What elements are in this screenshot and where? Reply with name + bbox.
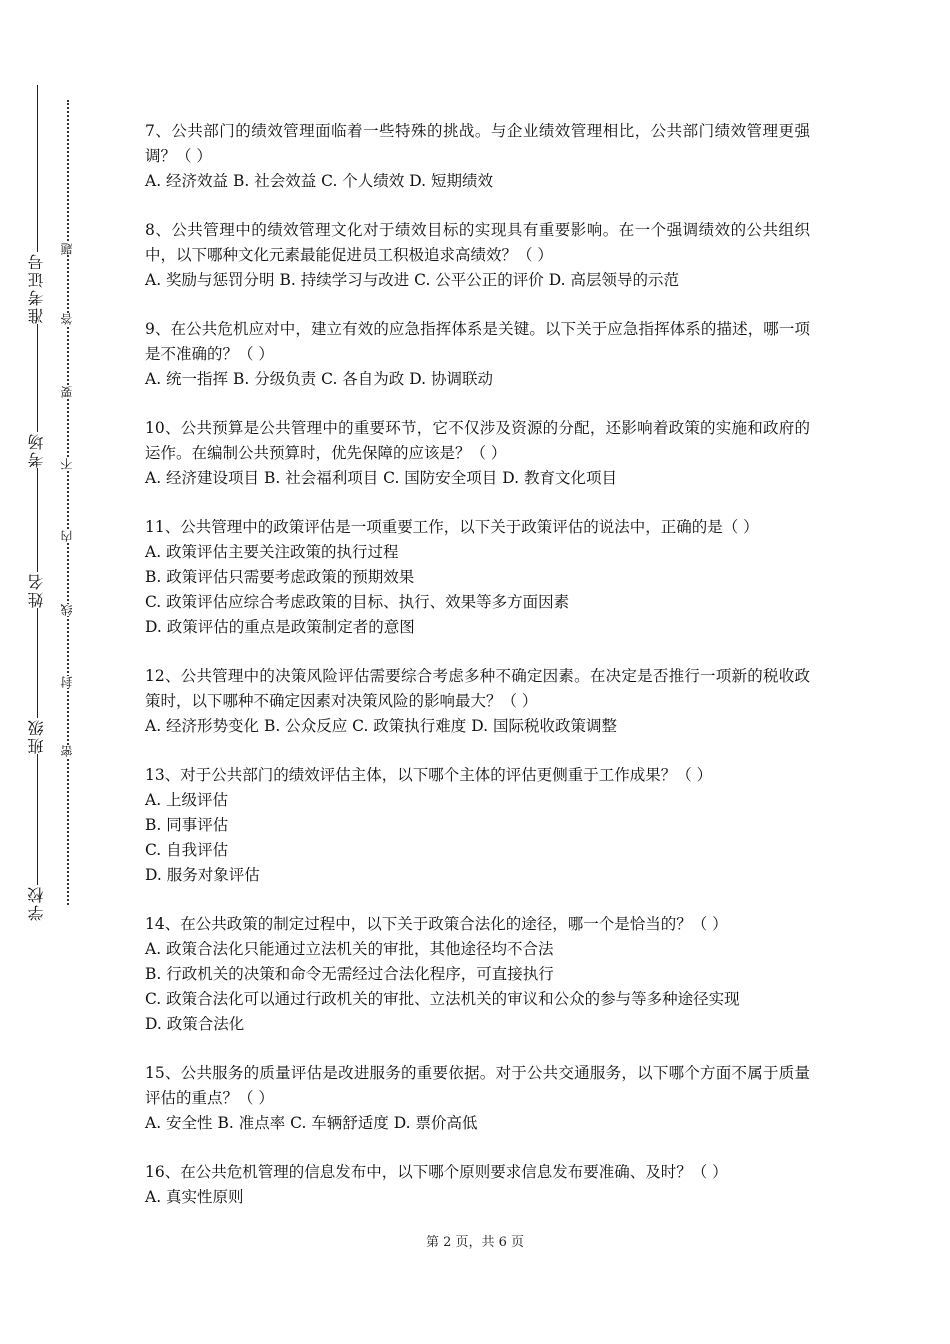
field-name-label: 姓名	[22, 572, 52, 608]
option-c: C. 政策评估应综合考虑政策的目标、执行、效果等多方面因素	[145, 593, 570, 611]
question-stem: 8、公共管理中的绩效管理文化对于绩效目标的实现具有重要影响。在一个强调绩效的公共组织中，以下哪种文化元素最能促进员工积极追求高绩效？（ ）	[145, 221, 810, 264]
page-number: 第 2 页，共 6 页	[425, 1235, 525, 1250]
seal-char: 要	[60, 386, 74, 398]
question-13	[145, 763, 810, 888]
option-c: C. 政策合法化可以通过行政机关的审批、立法机关的审议和公众的参与等多种途径实现	[145, 990, 740, 1008]
option-d: D. 政策合法化	[145, 1015, 245, 1033]
field-class-label: 班级	[22, 718, 52, 754]
option-d: D. 政策评估的重点是政策制定者的意图	[145, 618, 415, 636]
seal-char: 封	[60, 676, 74, 688]
option-line: A. 经济建设项目 B. 社会福利项目 C. 国防安全项目 D. 教育文化项目	[145, 469, 617, 487]
field-exam-id-label: 准考证号	[22, 252, 52, 324]
question-stem: 14、在公共政策的制定过程中，以下关于政策合法化的途径，哪一个是恰当的？（ ）	[145, 915, 728, 933]
question-10	[145, 416, 810, 491]
option-c: C. 自我评估	[145, 841, 229, 859]
question-7	[145, 119, 810, 194]
field-exam-room-label: 考场	[22, 432, 52, 468]
seal-char: 线	[60, 604, 74, 616]
question-stem: 16、在公共危机管理的信息发布中，以下哪个原则要求信息发布要准确、及时？（ ）	[145, 1163, 728, 1181]
question-12	[145, 664, 810, 739]
question-16	[145, 1160, 810, 1210]
option-d: D. 服务对象评估	[145, 866, 260, 884]
option-b: B. 政策评估只需要考虑政策的预期效果	[145, 568, 415, 586]
option-line: A. 经济形势变化 B. 公众反应 C. 政策执行难度 D. 国际税收政策调整	[145, 717, 617, 735]
option-line: A. 安全性 B. 准点率 C. 车辆舒适度 D. 票价高低	[145, 1114, 478, 1132]
seal-char: 内	[60, 530, 74, 542]
option-b: B. 行政机关的决策和命令无需经过合法化程序，可直接执行	[145, 965, 554, 983]
option-line: A. 统一指挥 B. 分级负责 C. 各自为政 D. 协调联动	[145, 370, 493, 388]
question-8	[145, 218, 810, 293]
question-11	[145, 515, 810, 640]
option-b: B. 同事评估	[145, 816, 229, 834]
binding-solid-line	[37, 85, 38, 900]
question-stem: 10、公共预算是公共管理中的重要环节，它不仅涉及资源的分配，还影响着政策的实施和政府的运作。在编制公共预算时，优先保障的应该是？（ ）	[145, 419, 810, 462]
option-line: A. 经济效益 B. 社会效益 C. 个人绩效 D. 短期绩效	[145, 172, 493, 190]
question-15	[145, 1061, 810, 1136]
seal-char: 答	[60, 313, 74, 325]
option-line: A. 奖励与惩罚分明 B. 持续学习与改进 C. 公平公正的评价 D. 高层领导的示范	[145, 271, 679, 289]
seal-char: 不	[60, 458, 74, 470]
option-a: A. 上级评估	[145, 791, 229, 809]
question-list	[145, 119, 810, 1234]
question-stem: 15、公共服务的质量评估是改进服务的重要依据。对于公共交通服务，以下哪个方面不属于质量评估的重点？（ ）	[145, 1064, 810, 1107]
question-9	[145, 317, 810, 392]
question-stem: 7、公共部门的绩效管理面临着一些特殊的挑战。与企业绩效管理相比，公共部门绩效管理更强调？（ ）	[145, 122, 810, 165]
question-stem: 9、在公共危机应对中，建立有效的应急指挥体系是关键。以下关于应急指挥体系的描述，哪一项是不准确的？（ ）	[145, 320, 810, 363]
binding-margin	[0, 0, 100, 1344]
question-stem: 12、公共管理中的决策风险评估需要综合考虑多种不确定因素。在决定是否推行一项新的税收政策时，以下哪种不确定因素对决策风险的影响最大？（ ）	[145, 667, 810, 710]
question-stem: 13、对于公共部门的绩效评估主体，以下哪个主体的评估更侧重于工作成果？（ ）	[145, 766, 713, 784]
question-stem: 11、公共管理中的政策评估是一项重要工作，以下关于政策评估的说法中，正确的是（ ）	[145, 518, 759, 536]
seal-char: 密	[60, 745, 74, 757]
option-a: A. 政策评估主要关注政策的执行过程	[145, 543, 399, 561]
seal-char: 题	[60, 243, 74, 255]
option-a: A. 真实性原则	[145, 1188, 244, 1206]
field-school-label: 学校	[22, 885, 52, 921]
question-14	[145, 912, 810, 1037]
seal-dotted-line	[67, 100, 69, 905]
option-a: A. 政策合法化只能通过立法机关的审批，其他途径均不合法	[145, 940, 554, 958]
